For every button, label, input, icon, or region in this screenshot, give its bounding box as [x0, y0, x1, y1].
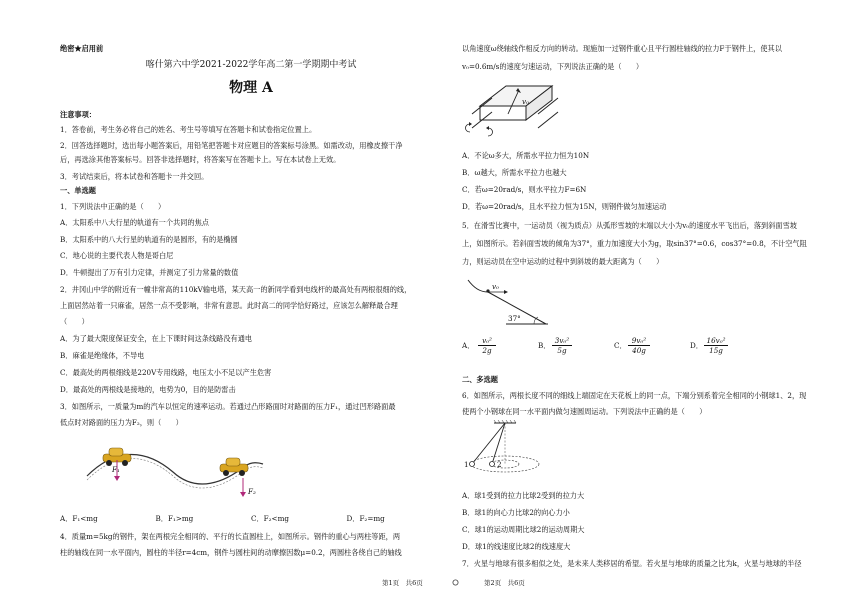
q2-option-d: D．最高处的两根线是接地的，电势为0，目的是防雷击: [60, 385, 236, 394]
q3-label-f1: F₁: [112, 465, 120, 474]
q1-option-a: A．太阳系中八大行星的轨道有一个共同的焦点: [60, 218, 209, 227]
q4-option-d: D．若ω=20rad/s，且水平拉力恒为15N，则钢件做匀加速运动: [462, 202, 667, 211]
q4-option-a: A．不论ω多大，所需水平拉力恒为10N: [462, 151, 590, 160]
q6-option-b: B．球1的向心力比球2的向心力小: [462, 508, 570, 517]
q5-option-a-den: 2g: [482, 346, 492, 355]
q5-option-d: D．: [690, 341, 703, 350]
q4-steel-figure: [462, 80, 562, 144]
q7-stem: 7．火星与地球有很多相似之处，是未来人类移居的希望。若火星与地球的质量之比为k，火星与地球的半径: [462, 559, 802, 568]
q3-stem-2: 低点时对路面的压力为F₂，则（ ）: [60, 418, 183, 427]
q6-stem-2: 使两个小钢球在同一水平面内做匀速圆周运动。下列说法中正确的是（ ）: [462, 407, 707, 416]
q5-option-a: A．: [462, 341, 475, 350]
left-page-number: 第1页 共6页: [382, 579, 423, 587]
binding-circle-icon: [452, 579, 459, 586]
q6-pendulum-figure: [462, 420, 548, 480]
q6-label-ball-1: 1: [464, 460, 469, 469]
q2-stem-3: （ ）: [60, 317, 89, 326]
q5-option-c-den: 40g: [632, 346, 646, 355]
q4-option-b: B．ω越大，所需水平拉力也越大: [462, 168, 567, 177]
subject-title: 物理 A: [229, 80, 273, 96]
q6-option-c: C．球1的运动周期比球2的运动周期大: [462, 525, 585, 534]
q5-option-a-num: v₀²: [482, 336, 492, 345]
q5-option-c: C．: [614, 341, 627, 350]
q3-option-a: A．F₁<mg: [60, 514, 98, 523]
q5-option-b-den: 5g: [557, 346, 567, 355]
q6-option-d: D．球1的线速度比球2的线速度大: [462, 542, 571, 551]
note-1: 1．答卷前，考生务必将自己的姓名、考生号等填写在答题卡和试卷指定位置上。: [60, 125, 317, 134]
note-3: 3．考试结束后，将本试卷和答题卡一并交回。: [60, 172, 209, 181]
q5-option-b: B．: [538, 341, 551, 350]
q1-option-c: C．地心说的主要代表人物是哥白尼: [60, 251, 174, 260]
note-2: 2．回答选择题时，选出每小题答案后，用铅笔把答题卡对应题目的答案标号涂黑。如需改动，用橡皮擦干净: [60, 141, 403, 150]
q5-option-b-num: 3v₀²: [554, 336, 570, 345]
q2-option-a: A．为了最大限度保证安全，在上下课时间这条线路没有通电: [60, 334, 253, 343]
q4-option-c: C．若ω=20rad/s，则水平拉力F=6N: [462, 185, 587, 194]
right-page-number: 第2页 共6页: [484, 579, 525, 587]
q4-stem-1: 4．质量m=5kg的钢件，架在两根完全相同的、平行的长直圆柱上，如图所示。钢件的重心与两柱等距，两: [60, 532, 401, 541]
q1-stem: 1．下列说法中正确的是（ ）: [60, 202, 166, 211]
note-2-cont: 后，再选涂其他答案标号。回答非选择题时，将答案写在答题卡上。写在本试卷上无效。: [60, 155, 341, 164]
q4-label-v0: v₀: [522, 97, 529, 106]
q2-stem-2: 上面居然站着一只麻雀，居然一点不受影响，非常有意思。此时高二的同学恰好路过，应该怎么解释最合理: [60, 301, 398, 310]
q5-option-d-num: 16v₀²: [706, 336, 726, 345]
q6-option-a: A．球1受到的拉力比球2受到的拉力大: [462, 491, 585, 500]
q3-option-c: C．F₂<mg: [251, 514, 289, 523]
q1-option-d: D．牛顿提出了万有引力定律，并测定了引力常量的数值: [60, 268, 239, 277]
q4-cont-1: 以角速度ω绕轴线作相反方向的转动。现施加一过钢件重心且平行圆柱轴线的拉力F于钢件上，使其以: [462, 44, 782, 53]
page-footer: [0, 578, 860, 592]
section-multi-choice: 二、多选题: [462, 375, 498, 384]
q2-option-c: C．最高处的两根细线是220V专用线路，电压太小不足以产生危害: [60, 368, 272, 377]
q2-stem-1: 2．井冈山中学的附近有一幢非常高的110kV输电塔，某天高一的新同学看到电线杆的最高处有两根很细的线，: [60, 285, 412, 294]
q5-option-c-num: 9v₀²: [631, 336, 647, 345]
q6-stem-1: 6．如图所示，两根长度不同的细线上端固定在天花板上的同一点，下端分别系着完全相同的小钢球1、2，现: [462, 391, 807, 400]
section-single-choice: 一、单选题: [60, 186, 96, 195]
q5-label-v0: v₀: [492, 282, 499, 291]
notes-heading: 注意事项：: [60, 110, 96, 119]
q6-label-ball-2: 2: [497, 460, 502, 469]
q1-option-b: B．太阳系中的八大行星的轨道有的是圆形，有的是椭圆: [60, 235, 238, 244]
q3-option-d: D．F₂=mg: [346, 514, 385, 523]
q5-stem-2: 上，如图所示。若斜面雪坡的倾角为37°，重力加速度大小为g，取sin37°=0.6，cos37°=0.8，不计空气阻: [462, 239, 807, 248]
q4-stem-2: 柱的轴线在同一水平面内，圆柱的半径r=4cm，钢件与圆柱间的动摩擦因数μ=0.2，两圆柱各绕自己的轴线: [60, 548, 402, 557]
school-title: 喀什第六中学2021-2022学年高二第一学期期中考试: [145, 60, 357, 70]
q5-stem-1: 5．在滑雪比赛中，一运动员（视为质点）从弧形雪坡的末端以大小为v₀的速度水平飞出后，落到斜面雪坡: [462, 221, 797, 230]
q5-option-d-den: 15g: [709, 346, 723, 355]
q5-stem-3: 力，则运动员在空中运动的过程中到斜坡的最大距离为（ ）: [462, 257, 664, 266]
q3-option-b: B．F₁>mg: [155, 514, 194, 523]
secret-label: 绝密★启用前: [60, 44, 104, 53]
q4-cont-2: v₀=0.6m/s的速度匀速运动，下列说法正确的是（ ）: [462, 62, 644, 71]
q3-options: [60, 514, 442, 523]
q3-label-f2: F₂: [248, 487, 256, 496]
q5-label-angle: 37°: [508, 314, 521, 323]
q2-option-b: B．麻雀是绝缘体，不导电: [60, 351, 145, 360]
q3-stem-1: 3．如图所示，一质量为m的汽车以恒定的速率运动。若通过凸形路面时对路面的压力F₁，通过凹形路面最: [60, 402, 396, 411]
